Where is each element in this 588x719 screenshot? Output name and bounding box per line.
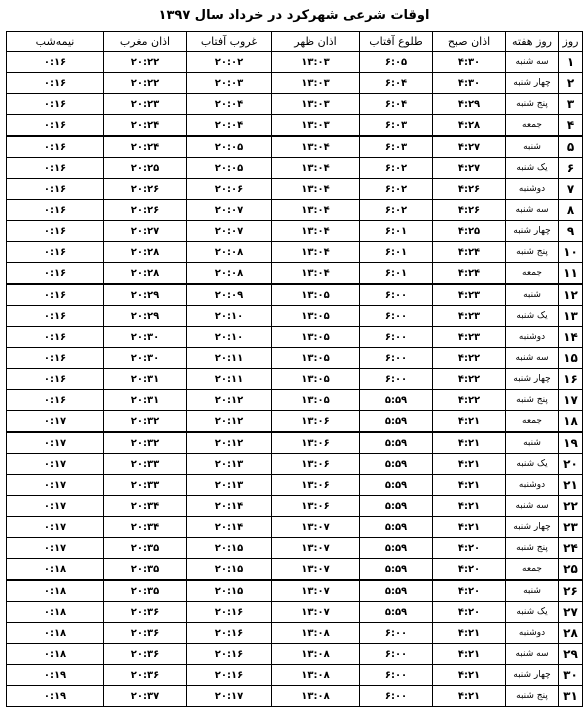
maghrib-time: ۲۰:۳۷ (104, 686, 187, 707)
table-row (7, 517, 583, 538)
header-fajr: اذان صبح (433, 32, 506, 52)
day-number: ۶ (559, 158, 583, 179)
dhuhr-time: ۱۳:۰۴ (272, 179, 360, 200)
weekday: چهار شنبه (506, 73, 559, 94)
fajr-time: ۴:۲۳ (433, 306, 506, 327)
fajr-time: ۴:۲۱ (433, 644, 506, 665)
sunset-time: ۲۰:۱۰ (187, 306, 272, 327)
dhuhr-time: ۱۳:۰۴ (272, 242, 360, 263)
dhuhr-time: ۱۳:۰۸ (272, 665, 360, 686)
table-row (7, 411, 583, 433)
maghrib-time: ۲۰:۳۵ (104, 580, 187, 602)
sunrise-time: ۶:۰۴ (360, 73, 433, 94)
maghrib-time: ۲۰:۳۳ (104, 454, 187, 475)
table-row (7, 580, 583, 602)
header-weekday: روز هفته (506, 32, 559, 52)
sunrise-time: ۶:۰۲ (360, 158, 433, 179)
sunset-time: ۲۰:۱۶ (187, 644, 272, 665)
day-number: ۱۴ (559, 327, 583, 348)
weekday: جمعه (506, 559, 559, 581)
sunrise-time: ۶:۰۰ (360, 686, 433, 707)
maghrib-time: ۲۰:۲۹ (104, 306, 187, 327)
table-row (7, 644, 583, 665)
maghrib-time: ۲۰:۲۷ (104, 221, 187, 242)
weekday: پنج شنبه (506, 538, 559, 559)
weekday: سه شنبه (506, 52, 559, 73)
table-row (7, 284, 583, 306)
weekday: جمعه (506, 115, 559, 137)
weekday: دوشنبه (506, 475, 559, 496)
sunset-time: ۲۰:۱۶ (187, 602, 272, 623)
day-number: ۱۸ (559, 411, 583, 433)
sunset-time: ۲۰:۰۸ (187, 263, 272, 285)
fajr-time: ۴:۲۷ (433, 136, 506, 158)
fajr-time: ۴:۲۲ (433, 369, 506, 390)
fajr-time: ۴:۲۰ (433, 559, 506, 581)
table-row (7, 454, 583, 475)
weekday: چهار شنبه (506, 665, 559, 686)
sunset-time: ۲۰:۰۷ (187, 200, 272, 221)
fajr-time: ۴:۳۰ (433, 73, 506, 94)
table-row (7, 221, 583, 242)
day-number: ۲۸ (559, 623, 583, 644)
sunset-time: ۲۰:۱۱ (187, 369, 272, 390)
table-row (7, 602, 583, 623)
header-day: روز (559, 32, 583, 52)
maghrib-time: ۲۰:۳۳ (104, 475, 187, 496)
sunset-time: ۲۰:۰۵ (187, 158, 272, 179)
fajr-time: ۴:۲۵ (433, 221, 506, 242)
table-row (7, 306, 583, 327)
prayer-times-table (6, 31, 583, 707)
weekday: یک شنبه (506, 158, 559, 179)
fajr-time: ۴:۲۱ (433, 432, 506, 454)
table-row (7, 665, 583, 686)
maghrib-time: ۲۰:۲۸ (104, 242, 187, 263)
weekday: سه شنبه (506, 644, 559, 665)
midnight-time: ۰:۱۶ (7, 221, 104, 242)
dhuhr-time: ۱۳:۰۷ (272, 602, 360, 623)
sunrise-time: ۶:۰۰ (360, 306, 433, 327)
dhuhr-time: ۱۳:۰۳ (272, 115, 360, 137)
midnight-time: ۰:۱۶ (7, 390, 104, 411)
dhuhr-time: ۱۳:۰۵ (272, 306, 360, 327)
day-number: ۲۰ (559, 454, 583, 475)
fajr-time: ۴:۲۱ (433, 686, 506, 707)
midnight-time: ۰:۱۶ (7, 115, 104, 137)
table-row (7, 115, 583, 137)
midnight-time: ۰:۱۶ (7, 200, 104, 221)
maghrib-time: ۲۰:۳۰ (104, 327, 187, 348)
header-maghrib: اذان مغرب (104, 32, 187, 52)
table-row (7, 496, 583, 517)
dhuhr-time: ۱۳:۰۶ (272, 411, 360, 433)
dhuhr-time: ۱۳:۰۷ (272, 559, 360, 581)
midnight-time: ۰:۱۷ (7, 538, 104, 559)
weekday: پنج شنبه (506, 390, 559, 411)
maghrib-time: ۲۰:۳۶ (104, 623, 187, 644)
maghrib-time: ۲۰:۳۵ (104, 559, 187, 581)
midnight-time: ۰:۱۶ (7, 158, 104, 179)
midnight-time: ۰:۱۶ (7, 284, 104, 306)
midnight-time: ۰:۱۷ (7, 517, 104, 538)
midnight-time: ۰:۱۹ (7, 665, 104, 686)
header-dhuhr: اذان ظهر (272, 32, 360, 52)
maghrib-time: ۲۰:۳۰ (104, 348, 187, 369)
dhuhr-time: ۱۳:۰۳ (272, 52, 360, 73)
table-row (7, 136, 583, 158)
dhuhr-time: ۱۳:۰۴ (272, 263, 360, 285)
weekday: سه شنبه (506, 348, 559, 369)
day-number: ۳۱ (559, 686, 583, 707)
day-number: ۱۱ (559, 263, 583, 285)
table-row (7, 348, 583, 369)
fajr-time: ۴:۲۸ (433, 115, 506, 137)
table-row (7, 432, 583, 454)
sunset-time: ۲۰:۱۲ (187, 411, 272, 433)
weekday: یک شنبه (506, 454, 559, 475)
page-title: اوقات شرعی شهرکرد در خرداد سال ۱۳۹۷ (158, 8, 430, 23)
table-row (7, 559, 583, 581)
maghrib-time: ۲۰:۳۶ (104, 665, 187, 686)
sunrise-time: ۶:۰۰ (360, 284, 433, 306)
dhuhr-time: ۱۳:۰۴ (272, 136, 360, 158)
day-number: ۱۵ (559, 348, 583, 369)
maghrib-time: ۲۰:۲۹ (104, 284, 187, 306)
sunset-time: ۲۰:۰۳ (187, 73, 272, 94)
day-number: ۲۵ (559, 559, 583, 581)
midnight-time: ۰:۱۶ (7, 263, 104, 285)
dhuhr-time: ۱۳:۰۸ (272, 644, 360, 665)
sunset-time: ۲۰:۱۵ (187, 580, 272, 602)
sunset-time: ۲۰:۰۴ (187, 94, 272, 115)
weekday: جمعه (506, 263, 559, 285)
sunrise-time: ۶:۰۳ (360, 115, 433, 137)
fajr-time: ۴:۳۰ (433, 52, 506, 73)
maghrib-time: ۲۰:۳۵ (104, 538, 187, 559)
sunrise-time: ۶:۰۰ (360, 644, 433, 665)
header-midnight: نیمه‌شب (7, 32, 104, 52)
header-sunrise: طلوع آفتاب (360, 32, 433, 52)
midnight-time: ۰:۱۷ (7, 411, 104, 433)
sunrise-time: ۶:۰۴ (360, 94, 433, 115)
fajr-time: ۴:۲۶ (433, 200, 506, 221)
dhuhr-time: ۱۳:۰۶ (272, 454, 360, 475)
dhuhr-time: ۱۳:۰۸ (272, 623, 360, 644)
weekday: دوشنبه (506, 179, 559, 200)
sunset-time: ۲۰:۰۷ (187, 221, 272, 242)
maghrib-time: ۲۰:۳۲ (104, 432, 187, 454)
fajr-time: ۴:۲۱ (433, 665, 506, 686)
midnight-time: ۰:۱۶ (7, 306, 104, 327)
fajr-time: ۴:۲۴ (433, 242, 506, 263)
sunrise-time: ۶:۰۱ (360, 221, 433, 242)
table-row (7, 538, 583, 559)
sunset-time: ۲۰:۰۸ (187, 242, 272, 263)
sunset-time: ۲۰:۱۷ (187, 686, 272, 707)
sunset-time: ۲۰:۰۵ (187, 136, 272, 158)
day-number: ۲۴ (559, 538, 583, 559)
day-number: ۲۱ (559, 475, 583, 496)
fajr-time: ۴:۲۱ (433, 475, 506, 496)
table-row (7, 94, 583, 115)
sunset-time: ۲۰:۱۳ (187, 454, 272, 475)
sunrise-time: ۶:۰۲ (360, 179, 433, 200)
midnight-time: ۰:۱۷ (7, 475, 104, 496)
sunrise-time: ۵:۵۹ (360, 580, 433, 602)
maghrib-time: ۲۰:۲۵ (104, 158, 187, 179)
weekday: پنج شنبه (506, 686, 559, 707)
day-number: ۷ (559, 179, 583, 200)
table-row (7, 475, 583, 496)
table-row (7, 369, 583, 390)
dhuhr-time: ۱۳:۰۳ (272, 94, 360, 115)
fajr-time: ۴:۲۰ (433, 580, 506, 602)
weekday: یک شنبه (506, 602, 559, 623)
fajr-time: ۴:۲۱ (433, 517, 506, 538)
midnight-time: ۰:۱۶ (7, 179, 104, 200)
sunrise-time: ۶:۰۱ (360, 263, 433, 285)
sunrise-time: ۵:۵۹ (360, 559, 433, 581)
day-number: ۱۹ (559, 432, 583, 454)
sunset-time: ۲۰:۰۲ (187, 52, 272, 73)
maghrib-time: ۲۰:۲۶ (104, 200, 187, 221)
day-number: ۱۰ (559, 242, 583, 263)
maghrib-time: ۲۰:۳۴ (104, 517, 187, 538)
sunset-time: ۲۰:۱۴ (187, 496, 272, 517)
maghrib-time: ۲۰:۲۶ (104, 179, 187, 200)
weekday: دوشنبه (506, 327, 559, 348)
midnight-time: ۰:۱۸ (7, 602, 104, 623)
table-row (7, 623, 583, 644)
weekday: چهار شنبه (506, 221, 559, 242)
day-number: ۱ (559, 52, 583, 73)
sunset-time: ۲۰:۱۲ (187, 432, 272, 454)
midnight-time: ۰:۱۶ (7, 369, 104, 390)
day-number: ۱۳ (559, 306, 583, 327)
dhuhr-time: ۱۳:۰۵ (272, 348, 360, 369)
sunrise-time: ۵:۵۹ (360, 390, 433, 411)
sunrise-time: ۵:۵۹ (360, 602, 433, 623)
day-number: ۲۹ (559, 644, 583, 665)
fajr-time: ۴:۲۱ (433, 411, 506, 433)
maghrib-time: ۲۰:۳۲ (104, 411, 187, 433)
sunset-time: ۲۰:۰۶ (187, 179, 272, 200)
sunrise-time: ۵:۵۹ (360, 538, 433, 559)
midnight-time: ۰:۱۶ (7, 327, 104, 348)
dhuhr-time: ۱۳:۰۷ (272, 580, 360, 602)
sunrise-time: ۶:۰۱ (360, 242, 433, 263)
sunrise-time: ۵:۵۹ (360, 496, 433, 517)
weekday: چهار شنبه (506, 517, 559, 538)
weekday: سه شنبه (506, 496, 559, 517)
midnight-time: ۰:۱۶ (7, 348, 104, 369)
weekday: شنبه (506, 284, 559, 306)
table-row (7, 179, 583, 200)
sunrise-time: ۵:۵۹ (360, 517, 433, 538)
weekday: پنج شنبه (506, 94, 559, 115)
midnight-time: ۰:۱۸ (7, 623, 104, 644)
sunset-time: ۲۰:۱۱ (187, 348, 272, 369)
dhuhr-time: ۱۳:۰۵ (272, 369, 360, 390)
sunrise-time: ۶:۰۲ (360, 200, 433, 221)
sunrise-time: ۵:۵۹ (360, 454, 433, 475)
midnight-time: ۰:۱۷ (7, 454, 104, 475)
sunset-time: ۲۰:۱۴ (187, 517, 272, 538)
sunrise-time: ۶:۰۳ (360, 136, 433, 158)
weekday: شنبه (506, 580, 559, 602)
sunrise-time: ۶:۰۰ (360, 348, 433, 369)
sunrise-time: ۵:۵۹ (360, 475, 433, 496)
table-row (7, 327, 583, 348)
midnight-time: ۰:۱۸ (7, 559, 104, 581)
day-number: ۹ (559, 221, 583, 242)
maghrib-time: ۲۰:۳۶ (104, 602, 187, 623)
sunrise-time: ۵:۵۹ (360, 432, 433, 454)
weekday: دوشنبه (506, 623, 559, 644)
day-number: ۱۷ (559, 390, 583, 411)
dhuhr-time: ۱۳:۰۴ (272, 221, 360, 242)
table-body (7, 52, 583, 707)
day-number: ۲۳ (559, 517, 583, 538)
fajr-time: ۴:۲۰ (433, 602, 506, 623)
dhuhr-time: ۱۳:۰۴ (272, 200, 360, 221)
fajr-time: ۴:۲۱ (433, 623, 506, 644)
weekday: شنبه (506, 432, 559, 454)
maghrib-time: ۲۰:۳۶ (104, 644, 187, 665)
table-row (7, 73, 583, 94)
dhuhr-time: ۱۳:۰۵ (272, 327, 360, 348)
sunrise-time: ۶:۰۰ (360, 369, 433, 390)
day-number: ۵ (559, 136, 583, 158)
dhuhr-time: ۱۳:۰۶ (272, 475, 360, 496)
table-row (7, 686, 583, 707)
sunset-time: ۲۰:۱۵ (187, 538, 272, 559)
dhuhr-time: ۱۳:۰۸ (272, 686, 360, 707)
sunset-time: ۲۰:۱۲ (187, 390, 272, 411)
dhuhr-time: ۱۳:۰۵ (272, 390, 360, 411)
maghrib-time: ۲۰:۳۴ (104, 496, 187, 517)
weekday: پنج شنبه (506, 242, 559, 263)
midnight-time: ۰:۱۹ (7, 686, 104, 707)
sunset-time: ۲۰:۰۹ (187, 284, 272, 306)
midnight-time: ۰:۱۶ (7, 136, 104, 158)
day-number: ۱۲ (559, 284, 583, 306)
sunrise-time: ۶:۰۵ (360, 52, 433, 73)
fajr-time: ۴:۲۴ (433, 263, 506, 285)
dhuhr-time: ۱۳:۰۶ (272, 496, 360, 517)
day-number: ۱۶ (559, 369, 583, 390)
dhuhr-time: ۱۳:۰۵ (272, 284, 360, 306)
fajr-time: ۴:۲۰ (433, 538, 506, 559)
maghrib-time: ۲۰:۳۱ (104, 369, 187, 390)
day-number: ۸ (559, 200, 583, 221)
maghrib-time: ۲۰:۲۴ (104, 136, 187, 158)
midnight-time: ۰:۱۶ (7, 52, 104, 73)
fajr-time: ۴:۲۲ (433, 390, 506, 411)
sunset-time: ۲۰:۱۳ (187, 475, 272, 496)
sunrise-time: ۶:۰۰ (360, 327, 433, 348)
day-number: ۲۶ (559, 580, 583, 602)
dhuhr-time: ۱۳:۰۷ (272, 538, 360, 559)
sunrise-time: ۶:۰۰ (360, 623, 433, 644)
sunset-time: ۲۰:۱۵ (187, 559, 272, 581)
fajr-time: ۴:۲۷ (433, 158, 506, 179)
fajr-time: ۴:۲۶ (433, 179, 506, 200)
maghrib-time: ۲۰:۲۸ (104, 263, 187, 285)
sunset-time: ۲۰:۱۰ (187, 327, 272, 348)
weekday: جمعه (506, 411, 559, 433)
fajr-time: ۴:۲۹ (433, 94, 506, 115)
fajr-time: ۴:۲۱ (433, 454, 506, 475)
sunset-time: ۲۰:۱۶ (187, 623, 272, 644)
dhuhr-time: ۱۳:۰۴ (272, 158, 360, 179)
fajr-time: ۴:۲۲ (433, 348, 506, 369)
midnight-time: ۰:۱۶ (7, 73, 104, 94)
dhuhr-time: ۱۳:۰۳ (272, 73, 360, 94)
midnight-time: ۰:۱۷ (7, 496, 104, 517)
table-row (7, 52, 583, 73)
table-row (7, 263, 583, 285)
day-number: ۲۷ (559, 602, 583, 623)
midnight-time: ۰:۱۸ (7, 580, 104, 602)
day-number: ۳ (559, 94, 583, 115)
day-number: ۲۲ (559, 496, 583, 517)
sunset-time: ۲۰:۰۴ (187, 115, 272, 137)
maghrib-time: ۲۰:۲۲ (104, 52, 187, 73)
midnight-time: ۰:۱۸ (7, 644, 104, 665)
fajr-time: ۴:۲۳ (433, 327, 506, 348)
midnight-time: ۰:۱۷ (7, 432, 104, 454)
day-number: ۴ (559, 115, 583, 137)
table-row (7, 390, 583, 411)
maghrib-time: ۲۰:۲۴ (104, 115, 187, 137)
weekday: چهار شنبه (506, 369, 559, 390)
sunrise-time: ۵:۵۹ (360, 411, 433, 433)
day-number: ۲ (559, 73, 583, 94)
table-row (7, 242, 583, 263)
dhuhr-time: ۱۳:۰۷ (272, 517, 360, 538)
day-number: ۳۰ (559, 665, 583, 686)
midnight-time: ۰:۱۶ (7, 242, 104, 263)
dhuhr-time: ۱۳:۰۶ (272, 432, 360, 454)
header-sunset: غروب آفتاب (187, 32, 272, 52)
sunset-time: ۲۰:۱۶ (187, 665, 272, 686)
midnight-time: ۰:۱۶ (7, 94, 104, 115)
sunrise-time: ۶:۰۰ (360, 665, 433, 686)
table-header-row (7, 32, 583, 52)
fajr-time: ۴:۲۳ (433, 284, 506, 306)
table-row (7, 200, 583, 221)
weekday: شنبه (506, 136, 559, 158)
maghrib-time: ۲۰:۳۱ (104, 390, 187, 411)
weekday: سه شنبه (506, 200, 559, 221)
maghrib-time: ۲۰:۲۳ (104, 94, 187, 115)
fajr-time: ۴:۲۱ (433, 496, 506, 517)
maghrib-time: ۲۰:۲۲ (104, 73, 187, 94)
weekday: یک شنبه (506, 306, 559, 327)
table-row (7, 158, 583, 179)
